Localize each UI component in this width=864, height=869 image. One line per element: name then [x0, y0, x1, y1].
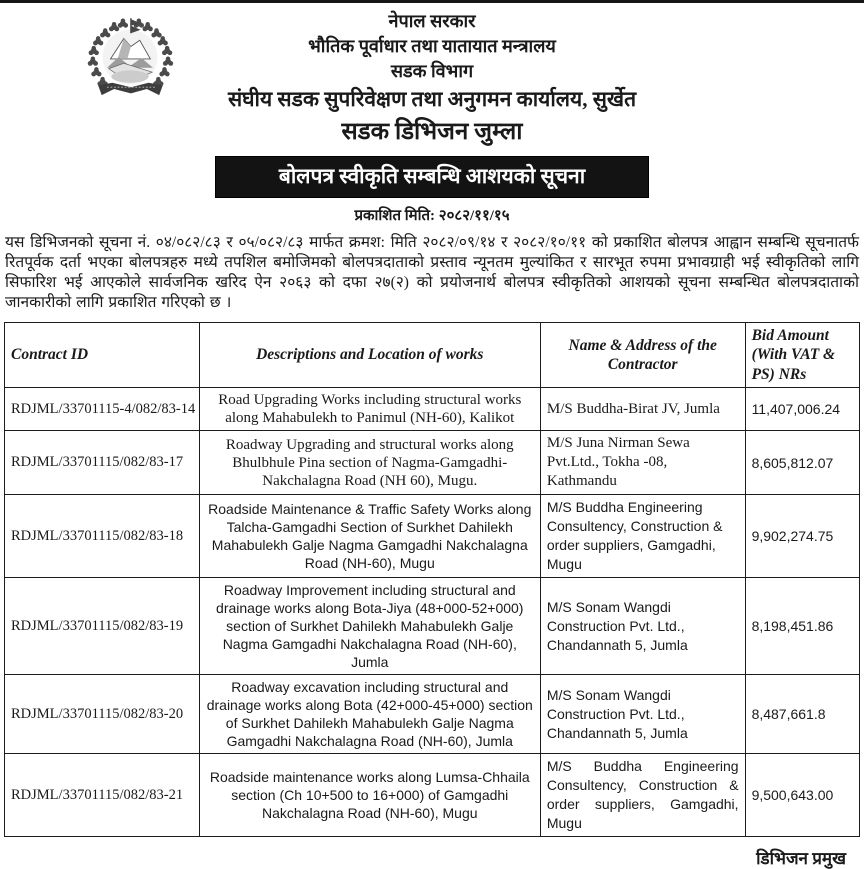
header-contractor: Name & Address of the Contractor: [540, 323, 745, 388]
description-cell: Roadside Maintenance & Traffic Safety Works along Talcha-Gamgadhi Section of Surkhet Dahilekh Mahabulekh Galje Nagma Gamgadhi Nakchalagna Road (NH-60), Mugu: [199, 495, 540, 578]
bid-amount-cell: 9,500,643.00: [745, 754, 859, 837]
table-row: [5, 675, 860, 754]
org-line-department: सडक विभाग: [390, 61, 474, 81]
contractor-cell: M/S Buddha Engineering Consultency, Construction & order suppliers, Gamgadhi, Mugu: [540, 754, 745, 837]
contract-id-cell: RDJML/33701115-4/082/83-14: [5, 388, 200, 431]
contract-id-cell: RDJML/33701115/082/83-17: [5, 431, 200, 495]
bid-amount-cell: 11,407,006.24: [745, 388, 859, 431]
signature-title: डिभिजन प्रमुख: [756, 849, 846, 869]
header-contract-id: Contract ID: [5, 323, 200, 388]
table-header-row: [5, 323, 860, 388]
org-line-office: संघीय सडक सुपरिवेक्षण तथा अनुगमन कार्यालय, सुर्खेत: [227, 87, 637, 111]
description-cell: Roadway Upgrading and structural works along Bhulbhule Pina section of Nagma-Gamgadhi-Nakchalagna Road (NH 60), Mugu.: [199, 431, 540, 495]
published-date: प्रकाशित मिति: २०८२/११/१५: [354, 208, 510, 224]
bid-amount-cell: 8,487,661.8: [745, 675, 859, 754]
description-cell: Roadway Improvement including structural and drainage works along Bota-Jiya (48+000-52+000) section of Surkhet Dahilekh Mahabulekh Galje Nagma Gamgadhi Nakchalagna Road (NH-60), Jumla: [199, 578, 540, 675]
org-line-ministry: भौतिक पूर्वाधार तथा यातायात मन्त्रालय: [308, 36, 556, 56]
contracts-table: [4, 322, 860, 837]
nepal-emblem-graphic: [84, 14, 176, 102]
org-line-division: सडक डिभिजन जुम्ला: [341, 119, 523, 145]
contract-id-cell: RDJML/33701115/082/83-20: [5, 675, 200, 754]
description-cell: Roadway excavation including structural and drainage works along Bota (42+000-45+000) section of Surkhet Dahilekh Mahabulekh Galje Nagma Gamgadhi Nakchalagna Road (NH-60), Jumla: [199, 675, 540, 754]
bid-amount-cell: 8,198,451.86: [745, 578, 859, 675]
org-line-government: नेपाल सरकार: [388, 11, 476, 31]
intro-paragraph: यस डिभिजनको सूचना नं. ०४/०८२/८३ र ०५/०८२/८३ मार्फत क्रमश: मिति २०८२/०९/१४ र २०८२/१०/११ को प्रकाशित बोलपत्र आह्वान सम्बन्धि सूचनातर्फ रितपूर्वक दर्ता भएका बोलपत्रहरु मध्ये तपशिल बमोजिमको बोलपत्रदाताको प्रस्ताव न्यूनतम मुल्यांकित र सारभूत रुपमा प्रभावग्राही भई स्वीकृतिको लागि सिफारिश भई आएकोले सार्वजनिक खरिद ऐन २०६३ को दफा २७(२) को प्रयोजनार्थ बोलपत्र स्वीकृतिको आशयको सूचना सम्बन्धित बोलपत्रदाताको जानकारीको लागि प्रकाशित गरिएको छ ।: [5, 234, 859, 311]
bid-amount-cell: 9,902,274.75: [745, 495, 859, 578]
document-header: [0, 0, 864, 144]
table-row: [5, 578, 860, 675]
contractor-cell: M/S Sonam Wangdi Construction Pvt. Ltd., Chandannath 5, Jumla: [540, 578, 745, 675]
contractor-cell: M/S Juna Nirman Sewa Pvt.Ltd., Tokha -08, Kathmandu: [540, 431, 745, 495]
description-cell: Road Upgrading Works including structural works along Mahabulekh to Panimul (NH-60), Kalikot: [199, 388, 540, 431]
table-row: [5, 495, 860, 578]
table-row: [5, 388, 860, 431]
header-bid-amount: Bid Amount (With VAT & PS) NRs: [745, 323, 859, 388]
header-description: Descriptions and Location of works: [199, 323, 540, 388]
contract-id-cell: RDJML/33701115/082/83-18: [5, 495, 200, 578]
bid-amount-cell: 8,605,812.07: [745, 431, 859, 495]
contract-id-cell: RDJML/33701115/082/83-19: [5, 578, 200, 675]
description-cell: Roadside maintenance works along Lumsa-Chhaila section (Ch 10+500 to 16+000) of Gamgadhi Nakchalagna Road (NH-60), Mugu: [199, 754, 540, 837]
contractor-cell: M/S Sonam Wangdi Construction Pvt. Ltd., Chandannath 5, Jumla: [540, 675, 745, 754]
table-row: [5, 754, 860, 837]
nepal-emblem: [84, 14, 176, 102]
contract-id-cell: RDJML/33701115/082/83-21: [5, 754, 200, 837]
contracts-table-body: [5, 388, 860, 837]
contractor-cell: M/S Buddha-Birat JV, Jumla: [540, 388, 745, 431]
notice-title-banner: बोलपत्र स्वीकृति सम्बन्धि आशयको सूचना: [215, 156, 649, 198]
table-row: [5, 431, 860, 495]
contractor-cell: M/S Buddha Engineering Consultency, Construction & order suppliers, Gamgadhi, Mugu: [540, 495, 745, 578]
